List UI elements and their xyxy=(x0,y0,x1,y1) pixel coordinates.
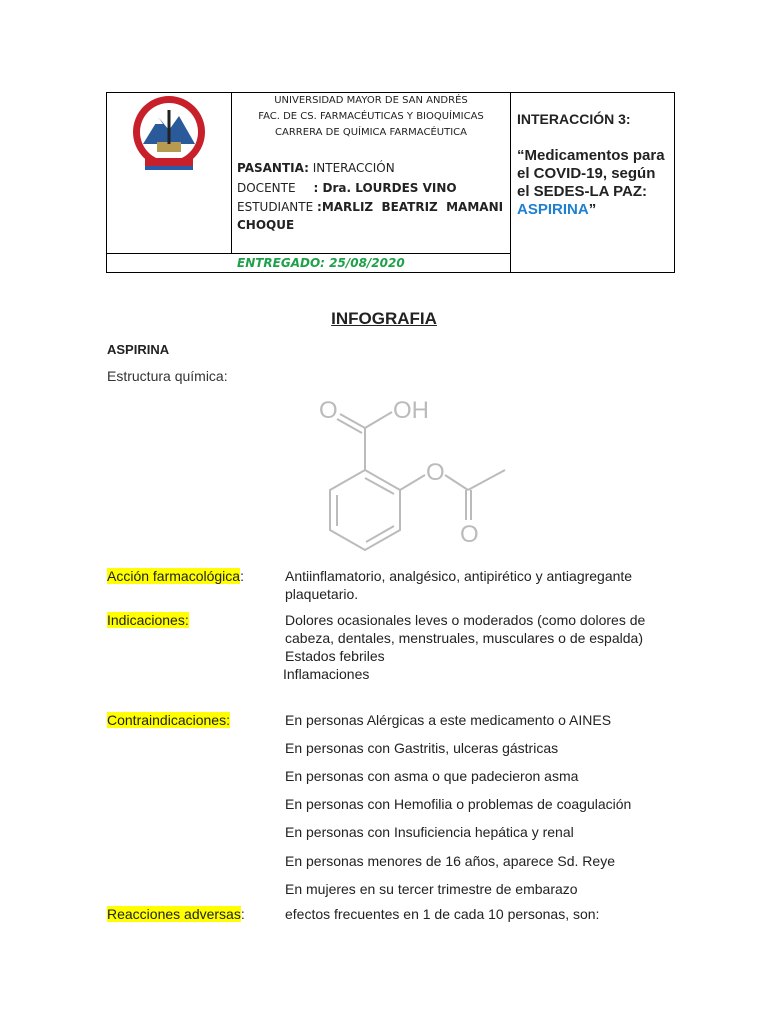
indicaciones-label-row xyxy=(107,612,189,628)
label-accion: Acción farmacológica xyxy=(107,568,241,584)
pasantia-label: PASANTIA: xyxy=(237,161,309,175)
atom-o: O xyxy=(460,521,479,548)
indicacion-item: Inflamaciones xyxy=(283,666,370,682)
reacciones-value: efectos frecuentes en 1 de cada 10 personas, son: xyxy=(285,906,600,922)
contra-item: En personas menores de 16 años, aparece Sd. Reye xyxy=(285,853,615,869)
contra-item: En mujeres en su tercer trimestre de embarazo xyxy=(285,881,578,897)
atom-o: O xyxy=(319,397,338,424)
label-reacciones: Reacciones adversas xyxy=(107,906,241,922)
interaction-number: INTERACCIÓN 3: xyxy=(517,111,631,127)
label-indicaciones: Indicaciones: xyxy=(107,612,189,628)
contra-item: En personas con asma o que padecieron asma xyxy=(285,768,579,784)
indicacion-item: Estados febriles xyxy=(285,648,385,664)
estudiante-label: ESTUDIANTE xyxy=(237,200,314,214)
label-colon: : xyxy=(240,906,245,922)
atom-o: O xyxy=(426,459,445,486)
contra-item: En personas con Insuficiencia hepática y renal xyxy=(285,824,574,840)
topic-text: “Medicamentos para el COVID-19, según el SEDES-LA PAZ: xyxy=(517,147,665,200)
topic-close-quote: ” xyxy=(588,201,597,218)
label-colon: : xyxy=(240,568,244,584)
contra-item: En personas con Gastritis, ulceras gástricas xyxy=(285,740,559,756)
docente-value: : Dra. LOURDES VINO xyxy=(313,181,457,195)
pasantia-value: INTERACCIÓN xyxy=(308,161,395,175)
atom-oh: OH xyxy=(393,397,429,424)
career-name: CARRERA DE QUÍMICA FARMACÉUTICA xyxy=(275,127,467,138)
accion-label-row xyxy=(107,568,244,584)
accion-value: Antiinflamatorio, analgésico, antipirético y antiagregante plaquetario. xyxy=(285,568,633,602)
estudiante-value: :MARLIZ BEATRIZ MAMANI xyxy=(317,200,504,214)
label-contraindicaciones: Contraindicaciones: xyxy=(107,712,230,728)
indicaciones-list xyxy=(285,611,650,683)
page-title: INFOGRAFIA xyxy=(331,309,437,328)
topic-drug: ASPIRINA xyxy=(517,201,589,218)
indicacion-item: Dolores ocasionales leves o moderados (como dolores de cabeza, dentales, menstruales, musculares o de espalda) xyxy=(285,612,646,646)
contra-item: En personas Alérgicas a este medicamento o AINES xyxy=(285,712,612,728)
university-name: UNIVERSIDAD MAYOR DE SAN ANDRÉS xyxy=(274,95,468,106)
estudiante-line2: CHOQUE xyxy=(237,218,295,232)
contra-item: En personas con Hemofilia o problemas de coagulación xyxy=(285,796,632,812)
structure-label: Estructura química: xyxy=(107,368,228,384)
contra-label-row xyxy=(107,712,230,728)
reacciones-label-row xyxy=(107,906,245,922)
delivery-date: ENTREGADO: 25/08/2020 xyxy=(237,256,405,270)
drug-heading: ASPIRINA xyxy=(107,342,170,357)
docente-label: DOCENTE xyxy=(237,181,296,195)
faculty-name: FAC. DE CS. FARMACÉUTICAS Y BIOQUÍMICAS xyxy=(258,111,484,122)
